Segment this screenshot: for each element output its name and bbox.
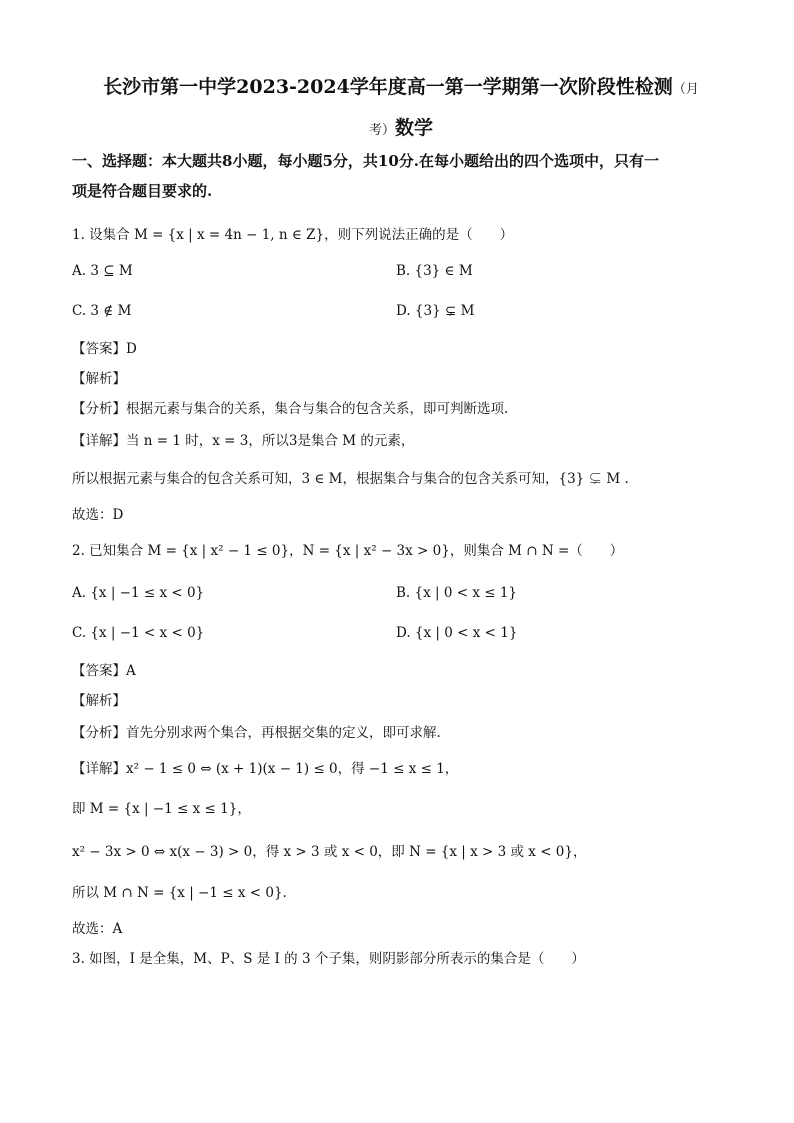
q2-xiangjie: 【详解】x² − 1 ≤ 0 ⇔ (x + 1)(x − 1) ≤ 0，得 −1 ≤ x ≤ 1，: [72, 761, 459, 777]
q2-option-a: A. {x | −1 ≤ x < 0}: [72, 585, 205, 601]
document-subtitle: [76, 113, 726, 140]
q2-answer: 【答案】A: [72, 663, 136, 679]
q1-choice: 故选：D: [72, 507, 124, 523]
title-paren-open: （月: [672, 82, 699, 97]
q2-option-d: D. {x | 0 < x < 1}: [396, 625, 518, 641]
q2-line-n: x² − 3x > 0 ⇔ x(x − 3) > 0，得 x > 3 或 x < 0，即 N = {x | x > 3 或 x < 0}，: [72, 844, 587, 860]
q2-fenxi: 【分析】首先分别求两个集合，再根据交集的定义，即可求解.: [72, 725, 441, 741]
q1-option-a: A. 3 ⊆ M: [72, 263, 133, 279]
q3-stem: 3. 如图，I 是全集，M、P、S 是 I 的 3 个子集，则阴影部分所表示的集合是（ ）: [72, 951, 585, 967]
section-heading-line1: 一、选择题：本大题共8小题，每小题5分，共10分.在每小题给出的四个选项中，只有一: [72, 152, 659, 170]
q1-fenxi: 【分析】根据元素与集合的关系，集合与集合的包含关系，即可判断选项.: [72, 401, 509, 417]
q1-option-b: B. {3} ∈ M: [396, 263, 473, 279]
section-heading-line2: 项是符合题目要求的.: [72, 182, 213, 200]
q2-analysis-label: 【解析】: [72, 693, 126, 709]
title-subject: 数学: [395, 117, 434, 139]
q2-stem: 2. 已知集合 M = {x | x² − 1 ≤ 0}，N = {x | x² − 3x > 0}，则集合 M ∩ N =（ ）: [72, 543, 624, 559]
q1-stem: 1. 设集合 M = {x | x = 4n − 1, n ∈ Z}，则下列说法正确的是（ ）: [72, 227, 514, 243]
title-main: 长沙市第一中学2023-2024学年度高一第一学期第一次阶段性检测: [103, 76, 673, 98]
q1-option-c: C. 3 ∉ M: [72, 303, 132, 319]
q1-answer: 【答案】D: [72, 341, 137, 357]
q1-detail: 所以根据元素与集合的包含关系可知，3 ∈ M，根据集合与集合的包含关系可知，{3} ⊊ M .: [72, 471, 629, 487]
q2-choice: 故选：A: [72, 921, 123, 937]
title-paren-close: 考）: [368, 123, 395, 138]
q1-xiangjie: 【详解】当 n = 1 时，x = 3，所以3是集合 M 的元素，: [72, 433, 415, 449]
q2-option-b: B. {x | 0 < x ≤ 1}: [396, 585, 518, 601]
q2-option-c: C. {x | −1 < x < 0}: [72, 625, 205, 641]
q1-analysis-label: 【解析】: [72, 371, 126, 387]
q2-line-result: 所以 M ∩ N = {x | −1 ≤ x < 0}.: [72, 885, 287, 901]
document-title: [76, 72, 726, 99]
q1-option-d: D. {3} ⊊ M: [396, 303, 475, 319]
q2-line-m: 即 M = {x | −1 ≤ x ≤ 1}，: [72, 801, 251, 817]
